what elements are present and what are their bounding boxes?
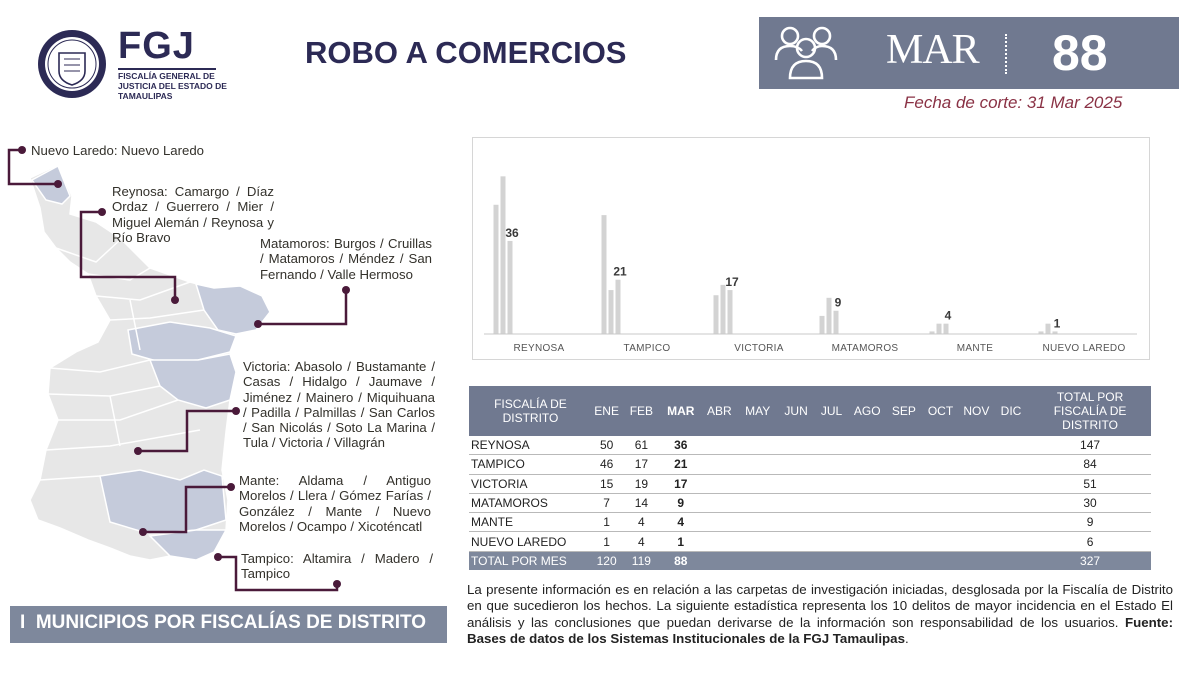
value-cell — [993, 474, 1029, 493]
bar-reynosa-ene — [494, 205, 499, 334]
district-label-tampico: Tampico: Altamira / Madero / Tampico — [241, 551, 433, 582]
bar-nuevo-laredo-feb — [1046, 324, 1051, 334]
district-name-cell: TAMPICO — [469, 455, 592, 474]
bar-reynosa-feb — [501, 176, 506, 334]
value-cell — [815, 455, 848, 474]
value-cell — [700, 513, 738, 532]
district-name-cell: MANTE — [469, 513, 592, 532]
value-cell — [815, 532, 848, 551]
value-cell — [921, 455, 959, 474]
logo-wordmark: FGJ — [118, 25, 195, 67]
month-label: MAR — [886, 27, 979, 73]
value-cell — [960, 436, 993, 455]
value-cell — [993, 455, 1029, 474]
table-row — [469, 493, 1151, 512]
district-name-cell: VICTORIA — [469, 474, 592, 493]
value-cell: 50 — [592, 436, 621, 455]
bar-reynosa-mar — [508, 241, 513, 334]
table-row — [469, 513, 1151, 532]
data-label-mante: 4 — [944, 308, 952, 323]
value-cell — [921, 474, 959, 493]
bar-matamoros-mar — [834, 311, 839, 334]
header-month-nov: NOV — [960, 386, 993, 436]
bar-matamoros-feb — [827, 298, 832, 334]
value-cell — [848, 436, 887, 455]
district-name-cell: REYNOSA — [469, 436, 592, 455]
x-tick-label: MANTE — [956, 343, 994, 354]
value-cell — [993, 513, 1029, 532]
header-month-ago: AGO — [848, 386, 887, 436]
value-cell — [777, 532, 815, 551]
value-cell: 9 — [661, 493, 700, 512]
value-cell: 17 — [621, 455, 661, 474]
header-month-dic: DIC — [993, 386, 1029, 436]
banner-label: MUNICIPIOS POR FISCALÍAS DE DISTRITO — [35, 612, 427, 633]
value-cell — [777, 436, 815, 455]
header-total: TOTAL POR FISCALÍA DE DISTRITO — [1029, 386, 1151, 436]
total-value-cell — [848, 551, 887, 570]
monthly-district-table — [469, 386, 1151, 570]
value-cell — [848, 513, 887, 532]
value-cell — [739, 532, 777, 551]
value-cell — [739, 455, 777, 474]
value-cell: 1 — [661, 532, 700, 551]
header-district: FISCALÍA DE DISTRITO — [469, 386, 592, 436]
value-cell — [960, 532, 993, 551]
total-value-cell — [739, 551, 777, 570]
district-name-cell: NUEVO LAREDO — [469, 532, 592, 551]
x-tick-label: MATAMOROS — [831, 343, 899, 354]
value-cell: 147 — [1029, 436, 1151, 455]
value-cell — [777, 455, 815, 474]
bar-victoria-ene — [714, 295, 719, 334]
value-cell — [848, 493, 887, 512]
value-cell: 6 — [1029, 532, 1151, 551]
total-value-cell: 88 — [661, 551, 700, 570]
value-cell — [921, 513, 959, 532]
value-cell — [815, 513, 848, 532]
page-title: ROBO A COMERCIOS — [305, 35, 627, 70]
value-cell — [700, 436, 738, 455]
district-label-matamoros: Matamoros: Burgos / Cruillas / Matamoros / Méndez / San Fernando / Valle Hermoso — [260, 236, 432, 282]
value-cell: 46 — [592, 455, 621, 474]
value-cell — [887, 455, 922, 474]
value-cell — [848, 455, 887, 474]
header-month-abr: ABR — [700, 386, 738, 436]
value-cell: 21 — [661, 455, 700, 474]
bar-victoria-feb — [721, 285, 726, 334]
district-bar-chart — [472, 137, 1150, 360]
value-cell: 1 — [592, 513, 621, 532]
value-cell: 4 — [621, 532, 661, 551]
value-cell — [777, 493, 815, 512]
bar-tampico-mar — [616, 280, 621, 334]
value-cell — [921, 493, 959, 512]
value-cell: 9 — [1029, 513, 1151, 532]
data-label-nuevo-laredo: 1 — [1053, 316, 1061, 331]
district-name-cell: MATAMOROS — [469, 493, 592, 512]
cutoff-date: Fecha de corte: 31 Mar 2025 — [904, 93, 1123, 112]
map-region-mante — [100, 470, 226, 534]
table-row — [469, 455, 1151, 474]
bar-mante-mar — [944, 324, 949, 334]
value-cell: 19 — [621, 474, 661, 493]
bar-tampico-ene — [602, 215, 607, 334]
value-cell: 84 — [1029, 455, 1151, 474]
value-cell — [777, 513, 815, 532]
value-cell — [993, 436, 1029, 455]
data-label-reynosa: 36 — [505, 225, 519, 240]
value-cell: 17 — [661, 474, 700, 493]
header-month-oct: OCT — [921, 386, 959, 436]
value-cell: 15 — [592, 474, 621, 493]
x-tick-label: TAMPICO — [623, 343, 671, 354]
value-cell — [815, 493, 848, 512]
value-cell — [848, 474, 887, 493]
total-value-cell: 119 — [621, 551, 661, 570]
people-group-icon — [770, 22, 844, 82]
value-cell — [960, 493, 993, 512]
value-cell — [921, 532, 959, 551]
footnote-text: La presente información es en relación a las carpetas de investigación iniciadas, desglosada por la Fiscalía de Distrito en que sucedieron los hechos. La siguiente estadística representa los 10 delitos de mayor incidencia en el Estado El análisis y las conclusiones que puedan derivarse de la información son responsabilidad de los usuarios. — [467, 582, 1173, 630]
value-cell — [700, 532, 738, 551]
total-value-cell — [815, 551, 848, 570]
value-cell: 30 — [1029, 493, 1151, 512]
value-cell — [815, 436, 848, 455]
value-cell — [993, 532, 1029, 551]
total-value-cell — [887, 551, 922, 570]
section-banner-title — [20, 612, 426, 634]
value-cell — [960, 455, 993, 474]
total-row — [469, 551, 1151, 570]
value-cell — [739, 513, 777, 532]
total-value-cell — [700, 551, 738, 570]
total-value-cell — [960, 551, 993, 570]
value-cell — [848, 532, 887, 551]
data-label-tampico: 21 — [613, 264, 627, 279]
value-cell — [815, 474, 848, 493]
header-month-sep: SEP — [887, 386, 922, 436]
district-label-nuevo-laredo: Nuevo Laredo: Nuevo Laredo — [31, 143, 205, 158]
banner-mark: I — [20, 612, 26, 633]
footnote: La presente información es en relación a las carpetas de investigación iniciadas, desglosada por la Fiscalía de Distrito en que sucedieron los hechos. La siguiente estadística representa los 10 delitos de mayor incidencia en el Estado El análisis y las conclusiones que puedan derivarse de la información son responsabilidad de los usuarios. Fuente: Bases de datos de los Sistemas Institucionales de la FGJ Tamaulipas. — [467, 582, 1173, 646]
value-cell: 61 — [621, 436, 661, 455]
value-cell: 36 — [661, 436, 700, 455]
district-label-victoria: Victoria: Abasolo / Bustamante / Casas / Hidalgo / Jaumave / Jiménez / Mainero / Miquihuana / Padilla / Palmillas / San Carlos / San Nicolás / Soto La Marina / Tula / Victoria / Villagrán — [243, 359, 435, 451]
header-month-jun: JUN — [777, 386, 815, 436]
value-cell: 14 — [621, 493, 661, 512]
month-total-value: 88 — [1052, 25, 1108, 81]
total-value-cell: 327 — [1029, 551, 1151, 570]
bar-mante-feb — [937, 324, 942, 334]
value-cell — [960, 513, 993, 532]
total-value-cell — [777, 551, 815, 570]
value-cell — [739, 436, 777, 455]
value-cell — [887, 436, 922, 455]
district-label-mante: Mante: Aldama / Antiguo Morelos / Llera / Gómez Farías / González / Mante / Nuevo Morelos / Ocampo / Xicoténcatl — [239, 473, 431, 534]
footnote-source: Fuente: Bases de datos de los Sistemas Institucionales de la FGJ Tamaulipas — [467, 614, 1173, 646]
value-cell — [700, 474, 738, 493]
value-cell — [739, 474, 777, 493]
value-cell — [700, 493, 738, 512]
value-cell — [887, 513, 922, 532]
bar-matamoros-ene — [820, 316, 825, 334]
logo-subtitle: FISCALÍA GENERAL DE JUSTICIA DEL ESTADO DE TAMAULIPAS — [118, 71, 227, 101]
value-cell: 4 — [621, 513, 661, 532]
bar-tampico-feb — [609, 290, 614, 334]
table-row — [469, 474, 1151, 493]
value-cell: 1 — [592, 532, 621, 551]
district-label-reynosa: Reynosa: Camargo / Díaz Ordaz / Guerrero / Mier / Miguel Alemán / Reynosa y Río Bravo — [112, 184, 274, 245]
header-month-jul: JUL — [815, 386, 848, 436]
total-value-cell — [921, 551, 959, 570]
value-cell — [887, 532, 922, 551]
x-tick-label: REYNOSA — [513, 343, 565, 354]
value-cell: 7 — [592, 493, 621, 512]
data-label-matamoros: 9 — [834, 295, 842, 310]
value-cell — [777, 474, 815, 493]
x-tick-label: NUEVO LAREDO — [1042, 343, 1126, 354]
total-value-cell — [993, 551, 1029, 570]
table-header-row — [469, 386, 1151, 436]
table-row — [469, 436, 1151, 455]
value-cell — [993, 493, 1029, 512]
bar-victoria-mar — [728, 290, 733, 334]
total-value-cell: 120 — [592, 551, 621, 570]
x-tick-label: VICTORIA — [734, 343, 784, 354]
value-cell — [887, 493, 922, 512]
header-month-ene: ENE — [592, 386, 621, 436]
value-cell — [887, 474, 922, 493]
value-cell: 51 — [1029, 474, 1151, 493]
total-label-cell: TOTAL POR MES — [469, 551, 592, 570]
data-label-victoria: 17 — [725, 275, 739, 290]
header-month-mar: MAR — [661, 386, 700, 436]
logo-divider — [118, 68, 216, 70]
header-month-may: MAY — [739, 386, 777, 436]
value-cell — [739, 493, 777, 512]
value-cell — [700, 455, 738, 474]
value-cell — [960, 474, 993, 493]
header-divider — [1005, 34, 1007, 74]
value-cell: 4 — [661, 513, 700, 532]
value-cell — [921, 436, 959, 455]
table-row — [469, 532, 1151, 551]
header-month-feb: FEB — [621, 386, 661, 436]
fgj-seal-logo — [37, 29, 107, 99]
